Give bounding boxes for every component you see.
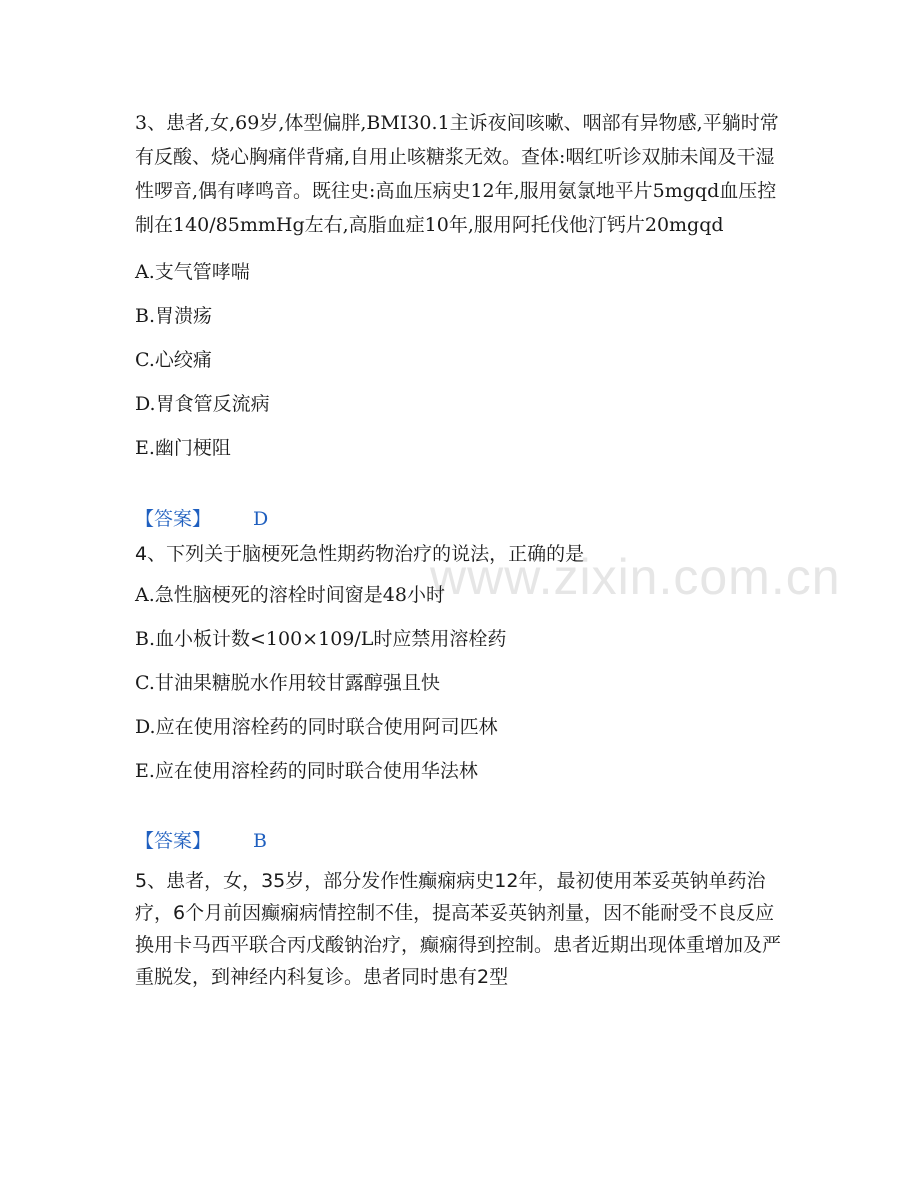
question-stem: 4、下列关于脑梗死急性期药物治疗的说法，正确的是	[135, 543, 585, 565]
answer-label: 【答案】	[135, 508, 212, 530]
option-d: D.胃食管反流病	[135, 393, 270, 415]
answer-row	[135, 507, 785, 531]
question-stem: 3、患者,女,69岁,体型偏胖,BMI30.1主诉夜间咳嗽、咽部有异物感,平躺时常有反酸、烧心胸痛伴背痛,自用止咳糖浆无效。查体:咽红听诊双肺未闻及干湿性啰音,偶有哮鸣音。既往史:高血压病史12年,服用氨氯地平片5mgqd血压控制在140/85mmHg左右,高脂血症10年,服用阿托伐他汀钙片20mgqd	[135, 112, 779, 236]
answer-row	[135, 829, 785, 853]
watermark: www.zixin.com.cn	[430, 549, 841, 605]
answer-value: D	[253, 508, 269, 530]
option-e: E.应在使用溶栓药的同时联合使用华法林	[135, 760, 478, 782]
answer-label: 【答案】	[135, 830, 212, 852]
option-b: B.血小板计数<100×109/L时应禁用溶栓药	[135, 628, 507, 650]
answer-value: B	[253, 830, 267, 852]
option-e: E.幽门梗阻	[135, 437, 231, 459]
option-a: A.急性脑梗死的溶栓时间窗是48小时	[135, 584, 445, 606]
question-5	[135, 865, 785, 993]
question-stem: 5、患者，女，35岁，部分发作性癫痫病史12年，最初使用苯妥英钠单药治疗，6个月前因癫痫病情控制不佳，提高苯妥英钠剂量，因不能耐受不良反应换用卡马西平联合丙戊酸钠治疗，癫痫得到控制。患者近期出现体重增加及严重脱发，到神经内科复诊。患者同时患有2型	[135, 870, 782, 988]
option-c: C.甘油果糖脱水作用较甘露醇强且快	[135, 672, 440, 694]
option-a: A.支气管哮喘	[135, 261, 250, 283]
option-list	[135, 583, 785, 783]
option-list	[135, 260, 785, 460]
option-c: C.心绞痛	[135, 349, 212, 371]
question-list	[135, 106, 785, 993]
question-3	[135, 106, 785, 531]
option-b: B.胃溃疡	[135, 305, 213, 327]
question-4	[135, 539, 785, 853]
option-d: D.应在使用溶栓药的同时联合使用阿司匹林	[135, 716, 498, 738]
